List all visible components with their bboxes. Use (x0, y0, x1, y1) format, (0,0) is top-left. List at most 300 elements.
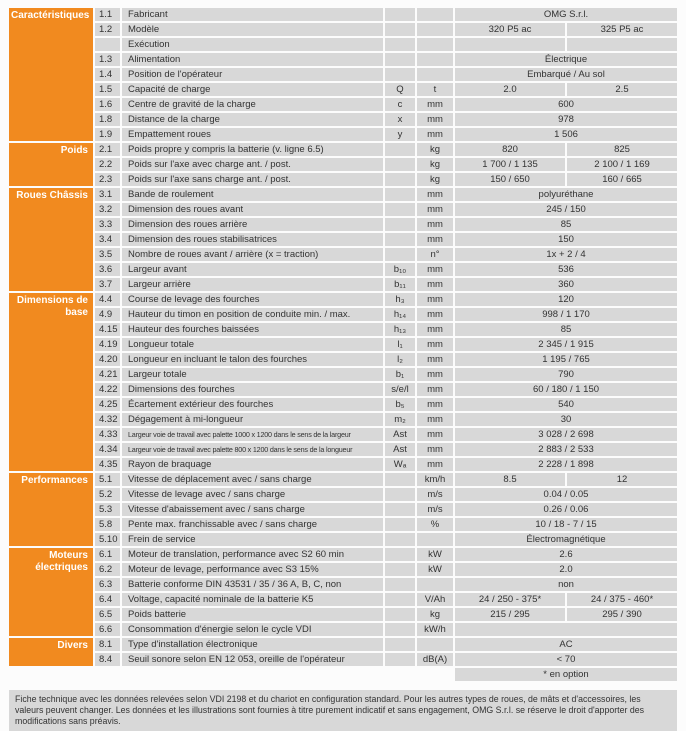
row-number: 4.4 (95, 293, 120, 306)
section-moteurs-electriques (9, 548, 677, 636)
row-symbol (385, 23, 415, 36)
spec-row-4.32 (95, 413, 677, 426)
row-value-model-325: 825 (567, 143, 677, 156)
section-performances (9, 473, 677, 546)
category-label: Moteurs électriques (9, 548, 93, 636)
row-description: Pente max. franchissable avec / sans charge (122, 518, 383, 531)
row-values (455, 533, 677, 546)
row-symbol (385, 533, 415, 546)
row-values (455, 383, 677, 396)
row-number: 4.35 (95, 458, 120, 471)
row-value-model-320: 2.0 (455, 83, 565, 96)
row-value: 360 (455, 278, 677, 291)
row-number: 6.2 (95, 563, 120, 576)
row-number: 4.9 (95, 308, 120, 321)
row-values (455, 488, 677, 501)
row-value: 85 (455, 323, 677, 336)
row-number: 4.15 (95, 323, 120, 336)
section-rows (95, 188, 677, 291)
row-unit: kW/h (417, 623, 453, 636)
row-unit (417, 578, 453, 591)
row-number: 5.10 (95, 533, 120, 546)
spec-row-4.20 (95, 353, 677, 366)
row-value: Électromagnétique (455, 533, 677, 546)
row-unit: kW (417, 563, 453, 576)
row-number: 8.4 (95, 653, 120, 666)
row-description: Écartement extérieur des fourches (122, 398, 383, 411)
row-description: Frein de service (122, 533, 383, 546)
row-symbol (385, 623, 415, 636)
row-values (455, 338, 677, 351)
spec-row-4.25 (95, 398, 677, 411)
spec-row-6.4 (95, 593, 677, 606)
row-values (455, 128, 677, 141)
row-number: 3.5 (95, 248, 120, 261)
row-values (455, 623, 677, 636)
section-poids (9, 143, 677, 186)
row-symbol (385, 158, 415, 171)
row-symbol (385, 173, 415, 186)
row-value: 3 028 / 2 698 (455, 428, 677, 441)
row-value: < 70 (455, 653, 677, 666)
row-unit: n° (417, 248, 453, 261)
row-description: Capacité de charge (122, 83, 383, 96)
row-unit: t (417, 83, 453, 96)
row-values (455, 608, 677, 621)
row-value: AC (455, 638, 677, 651)
row-values (455, 233, 677, 246)
row-symbol: b₁₁ (385, 278, 415, 291)
row-symbol: x (385, 113, 415, 126)
row-value-model-320: 24 / 250 - 375* (455, 593, 565, 606)
row-values (455, 413, 677, 426)
row-description: Position de l'opérateur (122, 68, 383, 81)
row-unit: mm (417, 413, 453, 426)
row-value: 120 (455, 293, 677, 306)
row-unit: mm (417, 278, 453, 291)
spec-row-4.19 (95, 338, 677, 351)
row-number: 2.3 (95, 173, 120, 186)
row-value: 60 / 180 / 1 150 (455, 383, 677, 396)
row-values (455, 443, 677, 456)
row-description: Vitesse d'abaissement avec / sans charge (122, 503, 383, 516)
spec-row-8.1 (95, 638, 677, 651)
row-unit: m/s (417, 503, 453, 516)
row-description: Dimension des roues stabilisatrices (122, 233, 383, 246)
row-unit: dB(A) (417, 653, 453, 666)
row-number: 2.1 (95, 143, 120, 156)
spec-row-execution (95, 38, 677, 51)
footnote-text: Fiche technique avec les données relevées selon VDI 2198 et du chariot en configuration standard. Pour les autres types de roues, de mâts et d'accessoires, les valeurs peuvent changer. Les données et les illustrations sont fournies à titre purement indicatif et sans engagement, OMG S.r.l. se réserve le droit d'apporter des modifications sans préavis. (15, 694, 645, 726)
row-values (455, 653, 677, 666)
category-label: Poids (9, 143, 93, 186)
row-description: Largeur voie de travail avec palette 800 x 1200 dans le sens de la longueur (122, 443, 383, 456)
row-unit (417, 23, 453, 36)
row-unit: mm (417, 233, 453, 246)
row-number: 1.5 (95, 83, 120, 96)
row-description: Largeur voie de travail avec palette 1000 x 1200 dans le sens de la largeur (122, 428, 383, 441)
row-number: 4.19 (95, 338, 120, 351)
row-values (455, 563, 677, 576)
row-value: 10 / 18 - 7 / 15 (455, 518, 677, 531)
row-description: Empattement roues (122, 128, 383, 141)
spec-row-1.9 (95, 128, 677, 141)
row-values (455, 398, 677, 411)
spec-row-4.4 (95, 293, 677, 306)
spec-row-5.8 (95, 518, 677, 531)
row-symbol (385, 518, 415, 531)
row-description: Course de levage des fourches (122, 293, 383, 306)
row-number: 6.3 (95, 578, 120, 591)
row-value: Embarqué / Au sol (455, 68, 677, 81)
row-values (455, 173, 677, 186)
row-values (455, 113, 677, 126)
section-dimensions-de-base (9, 293, 677, 471)
row-unit (417, 8, 453, 21)
row-symbol (385, 218, 415, 231)
row-number: 3.6 (95, 263, 120, 276)
section-rows (95, 293, 677, 471)
row-value: 536 (455, 263, 677, 276)
row-unit: mm (417, 353, 453, 366)
row-number: 4.34 (95, 443, 120, 456)
spec-row-3.1 (95, 188, 677, 201)
row-symbol (385, 248, 415, 261)
category-label: Dimensions de base (9, 293, 93, 471)
row-value: 2.0 (455, 563, 677, 576)
row-unit: mm (417, 203, 453, 216)
row-number: 5.3 (95, 503, 120, 516)
row-value-model-320: 1 700 / 1 135 (455, 158, 565, 171)
row-unit: mm (417, 263, 453, 276)
spec-row-1.6 (95, 98, 677, 111)
row-description: Hauteur du timon en position de conduite min. / max. (122, 308, 383, 321)
spec-row-6.6 (95, 623, 677, 636)
row-symbol (385, 653, 415, 666)
row-description: Largeur totale (122, 368, 383, 381)
row-description: Longueur en incluant le talon des fourches (122, 353, 383, 366)
row-value: 0.04 / 0.05 (455, 488, 677, 501)
spec-row-1.2 (95, 23, 677, 36)
row-values (455, 428, 677, 441)
row-symbol (385, 593, 415, 606)
row-unit: mm (417, 188, 453, 201)
row-values (455, 218, 677, 231)
row-description: Moteur de translation, performance avec S2 60 min (122, 548, 383, 561)
spec-row-4.15 (95, 323, 677, 336)
row-unit: mm (417, 383, 453, 396)
row-values (455, 23, 677, 36)
row-description: Hauteur des fourches baissées (122, 323, 383, 336)
row-value-model-325: 24 / 375 - 460* (567, 593, 677, 606)
category-label: Caractéristiques (9, 8, 93, 141)
row-description: Nombre de roues avant / arrière (x = traction) (122, 248, 383, 261)
row-unit: mm (417, 128, 453, 141)
row-value: non (455, 578, 677, 591)
section-rows (95, 548, 677, 636)
option-note-row (9, 668, 677, 681)
row-number: 3.4 (95, 233, 120, 246)
row-number: 6.6 (95, 623, 120, 636)
row-description: Vitesse de déplacement avec / sans charge (122, 473, 383, 486)
row-description: Seuil sonore selon EN 12 053, oreille de l'opérateur (122, 653, 383, 666)
row-number: 2.2 (95, 158, 120, 171)
row-value-model-320: 150 / 650 (455, 173, 565, 186)
spec-row-4.21 (95, 368, 677, 381)
row-unit: V/Ah (417, 593, 453, 606)
row-unit: mm (417, 428, 453, 441)
row-value-model-325: 2.5 (567, 83, 677, 96)
option-spacer (9, 668, 453, 681)
row-value-model-320: 215 / 295 (455, 608, 565, 621)
row-unit: mm (417, 293, 453, 306)
row-unit: % (417, 518, 453, 531)
row-number: 1.4 (95, 68, 120, 81)
row-symbol: Q (385, 83, 415, 96)
row-value-model-325: 2 100 / 1 169 (567, 158, 677, 171)
row-description: Poids batterie (122, 608, 383, 621)
spec-row-1.3 (95, 53, 677, 66)
row-values (455, 143, 677, 156)
row-values (455, 68, 677, 81)
row-unit: mm (417, 98, 453, 111)
row-unit: kW (417, 548, 453, 561)
row-value: 2 228 / 1 898 (455, 458, 677, 471)
row-values (455, 278, 677, 291)
row-number: 5.1 (95, 473, 120, 486)
category-label: Roues Châssis (9, 188, 93, 291)
row-number: 1.2 (95, 23, 120, 36)
row-symbol (385, 68, 415, 81)
row-unit (417, 38, 453, 51)
row-value-model-325: 295 / 390 (567, 608, 677, 621)
row-description: Dégagement à mi-longueur (122, 413, 383, 426)
row-values (455, 518, 677, 531)
row-unit: mm (417, 323, 453, 336)
category-label: Performances (9, 473, 93, 546)
row-symbol: c (385, 98, 415, 111)
row-value-model-325: 325 P5 ac (567, 23, 677, 36)
spec-row-5.3 (95, 503, 677, 516)
row-symbol (385, 188, 415, 201)
row-value: 2 883 / 2 533 (455, 443, 677, 456)
spec-row-5.10 (95, 533, 677, 546)
row-description: Moteur de levage, performance avec S3 15% (122, 563, 383, 576)
row-number: 4.21 (95, 368, 120, 381)
spec-row-8.4 (95, 653, 677, 666)
row-value: 978 (455, 113, 677, 126)
row-symbol: b₅ (385, 398, 415, 411)
row-values (455, 53, 677, 66)
row-number: 3.1 (95, 188, 120, 201)
spec-row-1.4 (95, 68, 677, 81)
section-rows (95, 8, 677, 141)
spec-row-6.3 (95, 578, 677, 591)
row-symbol (385, 638, 415, 651)
row-value: polyuréthane (455, 188, 677, 201)
row-unit: mm (417, 398, 453, 411)
spec-row-6.1 (95, 548, 677, 561)
row-values (455, 8, 677, 21)
row-description: Consommation d'énergie selon le cycle VDI (122, 623, 383, 636)
spec-row-4.9 (95, 308, 677, 321)
row-values (455, 323, 677, 336)
row-description: Poids sur l'axe avec charge ant. / post. (122, 158, 383, 171)
row-values (455, 248, 677, 261)
row-values (455, 308, 677, 321)
spec-row-5.2 (95, 488, 677, 501)
row-values (455, 368, 677, 381)
row-value-model-320: 820 (455, 143, 565, 156)
row-symbol (385, 233, 415, 246)
row-unit: mm (417, 218, 453, 231)
row-description: Fabricant (122, 8, 383, 21)
row-unit: kg (417, 173, 453, 186)
row-unit: km/h (417, 473, 453, 486)
row-value: 150 (455, 233, 677, 246)
row-symbol (385, 143, 415, 156)
row-number: 3.2 (95, 203, 120, 216)
row-symbol (385, 503, 415, 516)
row-symbol (385, 38, 415, 51)
row-description: Type d'installation électronique (122, 638, 383, 651)
row-number: 4.25 (95, 398, 120, 411)
row-description: Poids sur l'axe sans charge ant. / post. (122, 173, 383, 186)
spec-row-3.3 (95, 218, 677, 231)
row-unit: mm (417, 113, 453, 126)
row-symbol: h₁₃ (385, 323, 415, 336)
row-number: 4.32 (95, 413, 120, 426)
row-value: Électrique (455, 53, 677, 66)
row-values (455, 263, 677, 276)
row-unit (417, 53, 453, 66)
row-description: Largeur avant (122, 263, 383, 276)
section-roues-chassis (9, 188, 677, 291)
row-value: 2 345 / 1 915 (455, 338, 677, 351)
row-number: 4.22 (95, 383, 120, 396)
row-values (455, 473, 677, 486)
row-number: 1.8 (95, 113, 120, 126)
row-symbol: h₃ (385, 293, 415, 306)
row-unit: kg (417, 143, 453, 156)
row-number: 1.1 (95, 8, 120, 21)
row-values (455, 293, 677, 306)
row-values (455, 593, 677, 606)
row-description: Longueur totale (122, 338, 383, 351)
row-symbol: b₁ (385, 368, 415, 381)
row-value: 998 / 1 170 (455, 308, 677, 321)
row-description: Bande de roulement (122, 188, 383, 201)
spec-row-4.33 (95, 428, 677, 441)
row-description: Dimensions des fourches (122, 383, 383, 396)
row-value: 245 / 150 (455, 203, 677, 216)
row-value-model-320 (455, 38, 565, 51)
spec-row-1.8 (95, 113, 677, 126)
section-rows (95, 473, 677, 546)
row-symbol (385, 578, 415, 591)
spec-row-1.5 (95, 83, 677, 96)
row-symbol (385, 53, 415, 66)
row-values (455, 98, 677, 111)
row-value: 790 (455, 368, 677, 381)
row-value: 600 (455, 98, 677, 111)
row-values (455, 638, 677, 651)
row-value-model-325 (567, 38, 677, 51)
row-unit: mm (417, 368, 453, 381)
row-description: Modèle (122, 23, 383, 36)
spec-row-6.5 (95, 608, 677, 621)
row-symbol: l₂ (385, 353, 415, 366)
category-label: Divers (9, 638, 93, 666)
row-values (455, 548, 677, 561)
row-values (455, 38, 677, 51)
row-description: Rayon de braquage (122, 458, 383, 471)
row-value: 0.26 / 0.06 (455, 503, 677, 516)
row-values (455, 83, 677, 96)
row-number: 6.4 (95, 593, 120, 606)
row-values (455, 203, 677, 216)
row-symbol (385, 488, 415, 501)
row-number: 5.8 (95, 518, 120, 531)
row-number: 3.3 (95, 218, 120, 231)
row-value: 1 506 (455, 128, 677, 141)
row-number: 6.5 (95, 608, 120, 621)
row-value: 1 195 / 765 (455, 353, 677, 366)
row-number: 4.20 (95, 353, 120, 366)
spec-row-4.34 (95, 443, 677, 456)
spec-row-2.2 (95, 158, 677, 171)
row-symbol (385, 473, 415, 486)
row-number: 8.1 (95, 638, 120, 651)
row-symbol (385, 203, 415, 216)
row-values (455, 578, 677, 591)
row-description: Centre de gravité de la charge (122, 98, 383, 111)
row-symbol: m₂ (385, 413, 415, 426)
row-unit: mm (417, 458, 453, 471)
row-symbol (385, 608, 415, 621)
row-value-model-320: 320 P5 ac (455, 23, 565, 36)
row-unit (417, 533, 453, 546)
row-unit: mm (417, 308, 453, 321)
row-description: Alimentation (122, 53, 383, 66)
section-rows (95, 143, 677, 186)
row-number: 5.2 (95, 488, 120, 501)
spec-row-3.6 (95, 263, 677, 276)
row-value-model-325: 160 / 665 (567, 173, 677, 186)
row-number: 6.1 (95, 548, 120, 561)
row-symbol: b₁₀ (385, 263, 415, 276)
row-values (455, 503, 677, 516)
row-description: Largeur arrière (122, 278, 383, 291)
row-symbol: l₁ (385, 338, 415, 351)
row-value: 2.6 (455, 548, 677, 561)
row-number: 4.33 (95, 428, 120, 441)
row-unit: mm (417, 443, 453, 456)
row-unit (417, 638, 453, 651)
option-note: * en option (455, 668, 677, 681)
row-symbol: y (385, 128, 415, 141)
row-value-model-320: 8.5 (455, 473, 565, 486)
row-description: Distance de la charge (122, 113, 383, 126)
section-rows (95, 638, 677, 666)
row-symbol (385, 548, 415, 561)
spec-row-6.2 (95, 563, 677, 576)
row-value: 85 (455, 218, 677, 231)
spec-row-5.1 (95, 473, 677, 486)
row-number: 1.9 (95, 128, 120, 141)
row-symbol (385, 8, 415, 21)
row-value-model-325: 12 (567, 473, 677, 486)
